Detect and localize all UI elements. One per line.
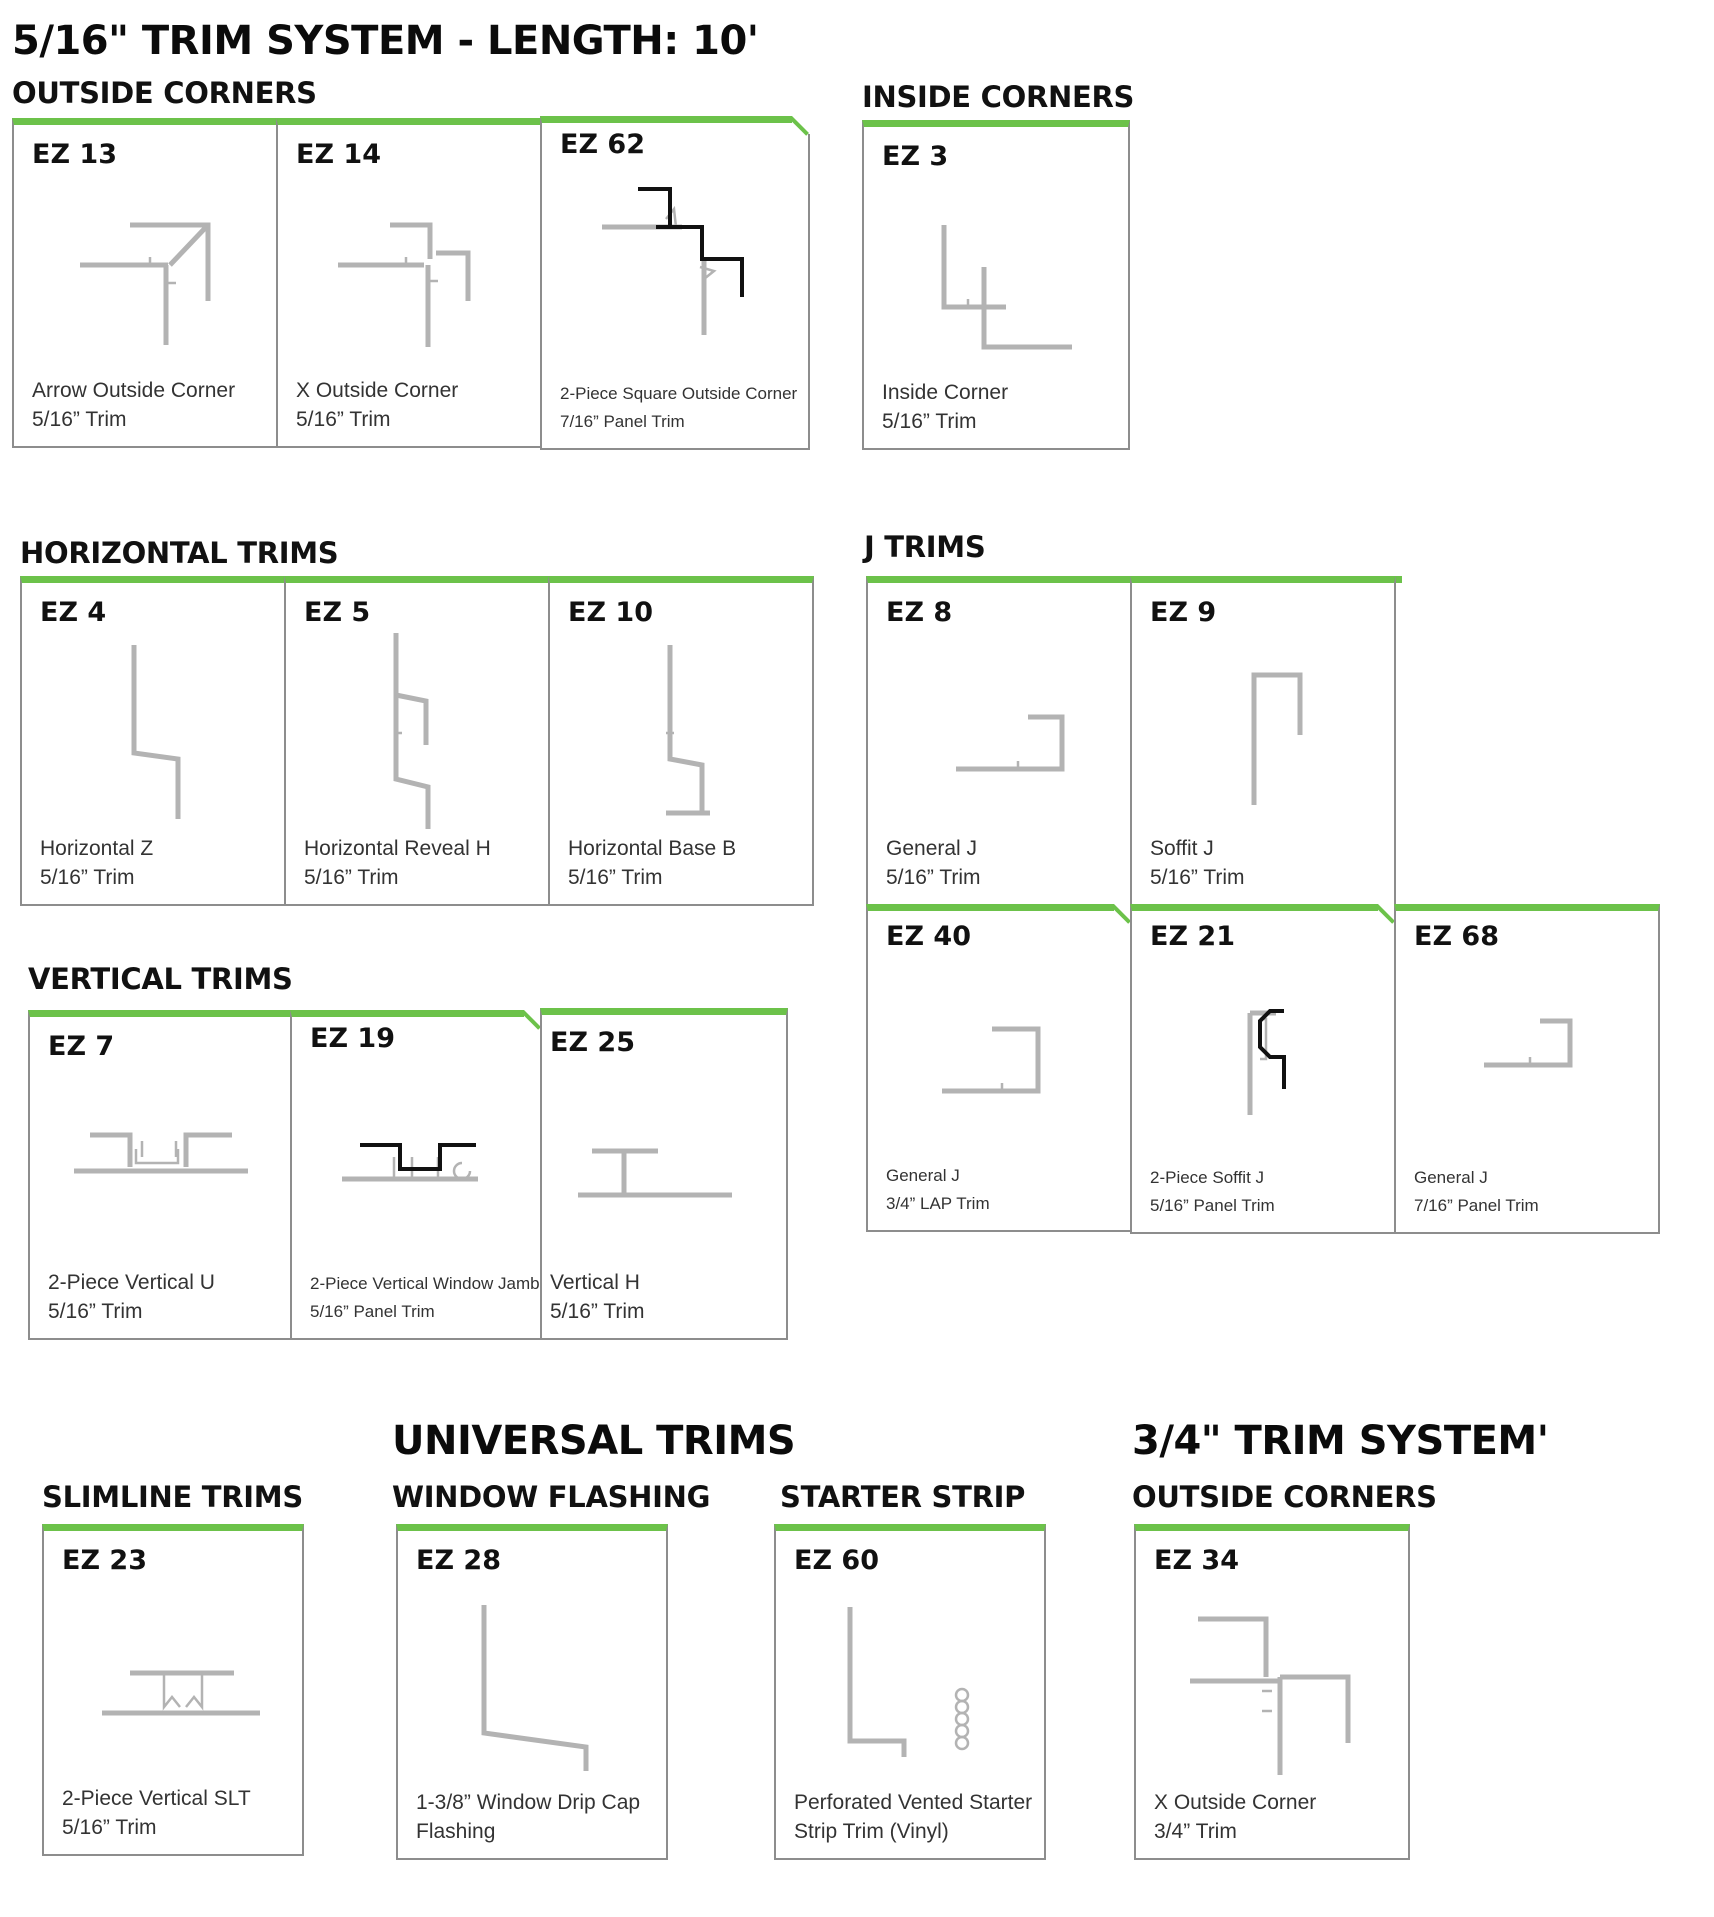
product-description: Vertical H 5/16” Trim — [550, 1271, 645, 1323]
product-code: EZ 3 — [882, 141, 949, 172]
product-card-ez28 — [396, 1524, 668, 1860]
section-title-universal-trims: UNIVERSAL TRIMS — [392, 1418, 796, 1464]
product-description: Inside Corner 5/16” Trim — [882, 381, 1009, 433]
product-card-ez13 — [12, 118, 278, 448]
product-code: EZ 21 — [1150, 921, 1235, 952]
section-title-vertical-trims: VERTICAL TRIMS — [28, 962, 293, 996]
product-description: Perforated Vented Starter Strip Trim (Vinyl) — [794, 1791, 1033, 1843]
product-description: 2-Piece Square Outside Corner 7/16” Panel Trim — [560, 384, 798, 431]
product-code: EZ 10 — [568, 597, 653, 628]
product-card-ez62 — [540, 116, 810, 450]
product-description: General J 7/16” Panel Trim — [1414, 1168, 1539, 1215]
product-card-ez3 — [862, 120, 1130, 450]
product-description: 2-Piece Soffit J 5/16” Panel Trim — [1150, 1168, 1275, 1215]
product-card-ez19 — [290, 1010, 542, 1340]
product-card-ez60 — [774, 1524, 1046, 1860]
product-code: EZ 8 — [886, 597, 953, 628]
product-description: X Outside Corner 5/16” Trim — [296, 379, 459, 431]
product-code: EZ 25 — [550, 1027, 635, 1058]
product-card-ez23 — [42, 1524, 304, 1856]
product-code: EZ 9 — [1150, 597, 1217, 628]
product-card-ez25 — [540, 1008, 788, 1340]
product-code: EZ 14 — [296, 139, 381, 170]
page-title: 5/16" TRIM SYSTEM - LENGTH: 10' — [12, 18, 759, 64]
section-title-inside-corners: INSIDE CORNERS — [862, 80, 1135, 114]
section-title-slimline-trims: SLIMLINE TRIMS — [42, 1480, 303, 1514]
product-card-ez9 — [1130, 576, 1396, 906]
product-description: 2-Piece Vertical Window Jamb 5/16” Panel Trim — [310, 1274, 540, 1321]
product-code: EZ 60 — [794, 1545, 879, 1576]
product-description: 2-Piece Vertical U 5/16” Trim — [48, 1271, 215, 1323]
product-card-ez8 — [866, 576, 1132, 906]
product-description: General J 5/16” Trim — [886, 837, 981, 889]
product-card-ez68 — [1394, 904, 1660, 1234]
product-card-ez4 — [20, 576, 286, 906]
product-code: EZ 68 — [1414, 921, 1499, 952]
product-card-ez34 — [1134, 1524, 1410, 1860]
product-card-ez10 — [548, 576, 814, 906]
product-description: General J 3/4” LAP Trim — [886, 1166, 990, 1213]
product-code: EZ 62 — [560, 129, 645, 160]
product-description: Horizontal Reveal H 5/16” Trim — [304, 837, 491, 889]
section-title-j-trims: J TRIMS — [864, 530, 986, 564]
product-card-ez5 — [284, 576, 550, 906]
product-code: EZ 4 — [40, 597, 107, 628]
product-code: EZ 28 — [416, 1545, 501, 1576]
product-card-ez40 — [866, 904, 1132, 1232]
section-title-window-flashing: WINDOW FLASHING — [392, 1480, 711, 1514]
product-card-ez21 — [1130, 904, 1396, 1234]
product-code: EZ 23 — [62, 1545, 147, 1576]
product-description: Horizontal Z 5/16” Trim — [40, 837, 154, 889]
product-description: 2-Piece Vertical SLT 5/16” Trim — [62, 1787, 251, 1839]
section-title-34-outside-corners: OUTSIDE CORNERS — [1132, 1480, 1437, 1514]
product-code: EZ 13 — [32, 139, 117, 170]
product-code: EZ 19 — [310, 1023, 395, 1054]
product-description: Soffit J 5/16” Trim — [1150, 837, 1245, 889]
product-code: EZ 7 — [48, 1031, 115, 1062]
section-title-outside-corners: OUTSIDE CORNERS — [12, 76, 317, 110]
section-title-starter-strip: STARTER STRIP — [780, 1480, 1026, 1514]
product-description: 1-3/8” Window Drip Cap Flashing — [416, 1791, 641, 1843]
product-description: Arrow Outside Corner 5/16” Trim — [32, 379, 236, 431]
product-code: EZ 34 — [1154, 1545, 1239, 1576]
section-title-34-trim-system: 3/4" TRIM SYSTEM' — [1132, 1418, 1549, 1464]
product-description: Horizontal Base B 5/16” Trim — [568, 837, 737, 889]
product-card-ez14 — [276, 118, 542, 448]
product-code: EZ 40 — [886, 921, 971, 952]
product-code: EZ 5 — [304, 597, 371, 628]
product-description: X Outside Corner 3/4” Trim — [1154, 1791, 1317, 1843]
product-card-ez7 — [28, 1010, 292, 1340]
section-title-horizontal-trims: HORIZONTAL TRIMS — [20, 536, 339, 570]
